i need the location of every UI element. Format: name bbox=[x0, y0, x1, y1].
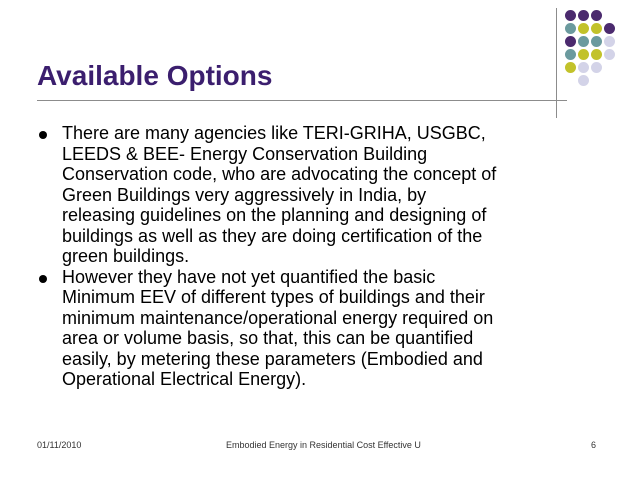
bullet-line: There are many agencies like TERI-GRIHA, USGBC, bbox=[62, 123, 486, 143]
bullet-line: green buildings. bbox=[62, 246, 190, 266]
slide-title: Available Options bbox=[37, 60, 273, 91]
decorative-dot bbox=[565, 49, 576, 60]
bullet-line: LEEDS & BEE- Energy Conservation Building bbox=[62, 143, 428, 164]
bullet-line: buildings as well as they are doing certification of the bbox=[62, 225, 483, 246]
bullet-line: area or volume basis, so that, this can be quantified bbox=[62, 328, 474, 348]
decorative-vertical-line bbox=[556, 8, 557, 118]
bullet-text bbox=[62, 267, 607, 390]
decorative-dot bbox=[591, 49, 602, 60]
bullet-line: Conservation code, who are advocating the concept of bbox=[62, 164, 497, 184]
bullet-list bbox=[37, 123, 607, 390]
bullet-line: Minimum EEV of different types of buildings and their bbox=[62, 287, 485, 307]
footer-title: Embodied Energy in Residential Cost Effective U bbox=[226, 440, 421, 450]
bullet-line: easily, by metering these parameters (Embodied and bbox=[62, 348, 483, 369]
bullet-line: Operational Electrical Energy). bbox=[62, 369, 307, 389]
decorative-dot bbox=[578, 10, 589, 21]
decorative-dot bbox=[578, 36, 589, 47]
decorative-dot bbox=[591, 62, 602, 73]
decorative-dot bbox=[578, 49, 589, 60]
bullet-text bbox=[62, 123, 607, 267]
page-number: 6 bbox=[591, 440, 597, 450]
decorative-dot bbox=[578, 23, 589, 34]
bullet-line: minimum maintenance/operational energy required on bbox=[62, 307, 494, 328]
bullet-item bbox=[37, 267, 607, 390]
bullet-line: Green Buildings very aggressively in India, by bbox=[62, 184, 427, 205]
bullet-dot-icon bbox=[39, 275, 47, 283]
decorative-dot bbox=[565, 23, 576, 34]
bullet-line: releasing guidelines on the planning and designing of bbox=[62, 205, 487, 225]
title-divider-line bbox=[37, 100, 567, 101]
decorative-dot bbox=[604, 36, 615, 47]
decorative-dot bbox=[591, 23, 602, 34]
footer-date: 01/11/2010 bbox=[37, 440, 82, 450]
decorative-dot bbox=[565, 36, 576, 47]
decorative-dot bbox=[591, 36, 602, 47]
decorative-dot bbox=[565, 10, 576, 21]
decorative-dot bbox=[604, 49, 615, 60]
decorative-dot bbox=[578, 62, 589, 73]
decorative-dot-grid bbox=[565, 10, 635, 110]
decorative-dot bbox=[578, 75, 589, 86]
decorative-dot bbox=[565, 62, 576, 73]
bullet-item bbox=[37, 123, 607, 267]
bullet-line: However they have not yet quantified the basic bbox=[62, 266, 436, 287]
bullet-dot-icon bbox=[39, 131, 47, 139]
decorative-dot bbox=[604, 23, 615, 34]
decorative-dot bbox=[591, 10, 602, 21]
